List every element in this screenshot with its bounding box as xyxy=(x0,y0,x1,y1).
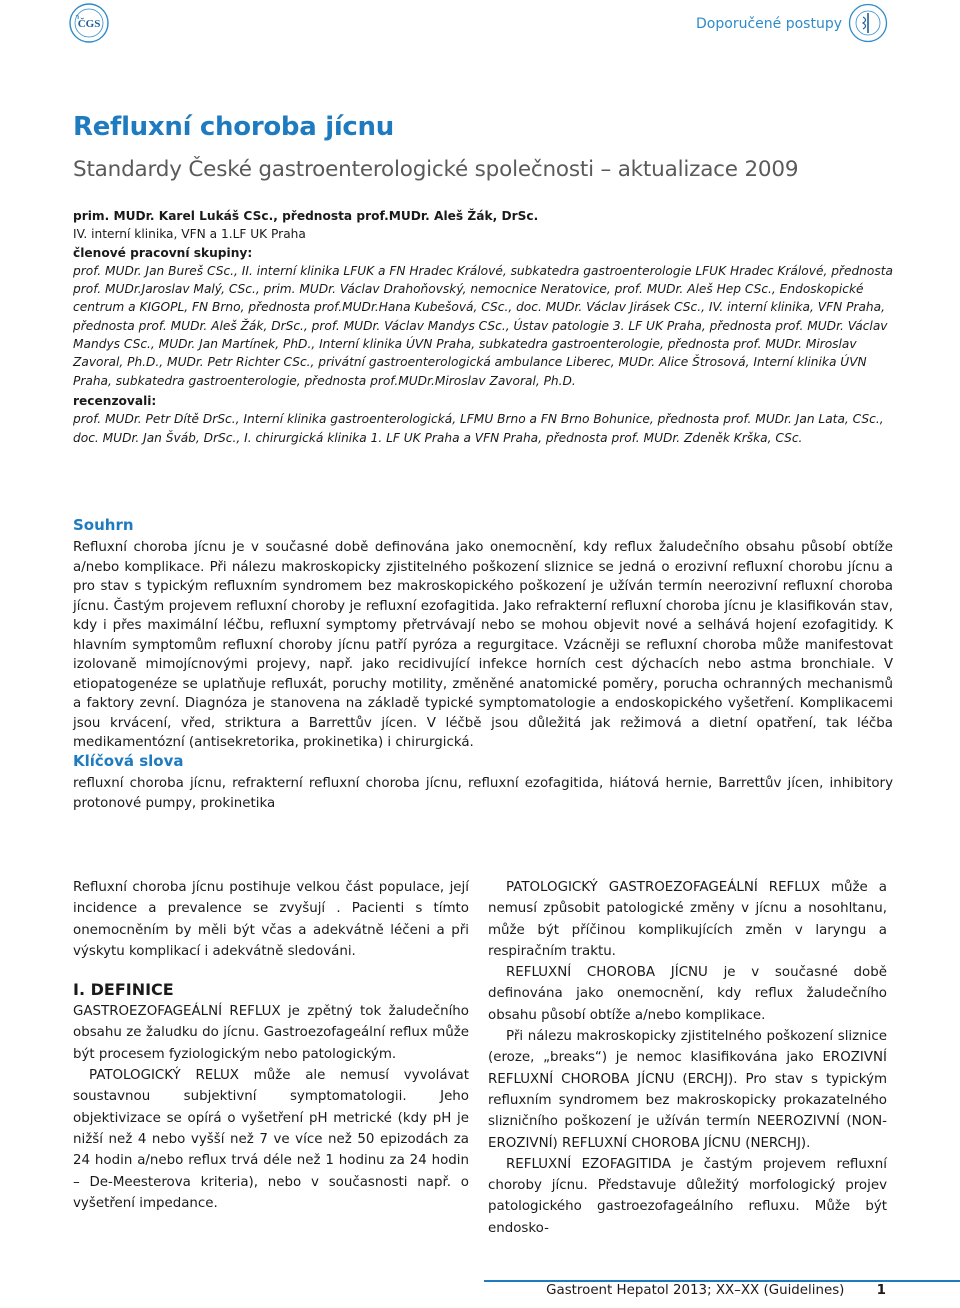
body-right-column xyxy=(488,877,887,1239)
reviewers-text: prof. MUDr. Petr Dítě DrSc., Interní klinika gastroenterologická, LFMU Brno a FN Brno Bohunice, přednosta prof. MUDr. Jan Lata, CSc., doc. MUDr. Jan Šváb, DrSc., I. chirurgická klinika 1. LF UK Praha a VFN Praha, přednosta prof. MUDr. Zdeněk Krška, CSc. xyxy=(73,412,884,445)
definition-heading: I. DEFINICE xyxy=(73,980,174,1000)
author-block xyxy=(73,207,893,447)
reviewers-label: recenzovali: xyxy=(73,393,157,408)
right-paragraph-4: REFLUXNÍ EZOFAGITIDA je častým projevem refluxní choroby jícnu. Představuje důležitý morfologický projev patologického gastroezofageálního refluxu. Může být endosko- xyxy=(488,1156,887,1236)
footer-citation: Gastroent Hepatol 2013; XX–XX (Guidelines) xyxy=(546,1283,845,1298)
right-paragraph-2: REFLUXNÍ CHOROBA JÍCNU je v současné době definována jako onemocnění, kdy reflux žaludečního obsahu působí obtíže a/nebo komplikace. xyxy=(488,965,887,1023)
keywords-section xyxy=(73,752,893,813)
abstract-heading: Souhrn xyxy=(73,516,134,534)
authors: prim. MUDr. Karel Lukáš CSc., přednosta prof.MUDr. Aleš Žák, DrSc. xyxy=(73,209,539,223)
abstract-section xyxy=(73,516,893,753)
affiliation: IV. interní klinika, VFN a 1.LF UK Praha xyxy=(73,227,306,242)
article-subtitle: Standardy České gastroenterologické společnosti – aktualizace 2009 xyxy=(73,157,799,182)
svg-text:ČGS: ČGS xyxy=(77,18,101,30)
abstract-text: Refluxní choroba jícnu je v současné době definována jako onemocnění, kdy reflux žaludečního obsahu působí obtíže a/nebo komplikace. Při nálezu makroskopicky zjistitelného poškození sliznice se jedná o erozivní refluxní chorobu jícnu a pro stav s typickým refluxním syndromem bez makroskopického poškození je užíván termín neerozivní refluxní choroba jícnu. Častým projevem refluxní choroby je refluxní ezofagitida. Jako refrakterní refluxní choroba jícnu je klasifikován stav, kdy i přes maximální léčbu, refluxní symptomy přetrvávají nebo se mohou objevit nové a selhává hojení ezofagitidy. K hlavním symptomům refluxní choroby jícnu patří pyróza a regurgitace. Vzácněji se refluxní choroba může manifestovat izolovaně mimojícnovými projevy, např. jako recidivující infekce horních cest dýchacích nebo astma bronchiale. V etiopatogenéze se uplatňuje refluxát, poruchy motility, změněné anatomické poměry, porucha ochranných mechanismů a faktory zevní. Diagnóza je stanovena na základě typické symptomatologie a endoskopického vyšetření. Komplikacemi jsou krvácení, vřed, striktura a Barrettův jícen. V léčbě jsou důležitá jak režimová a dietní opatření, tak léčba medikamentózní (antisekretorika, prokinetika) i chirurgická. xyxy=(73,540,893,750)
definition-paragraph-2: PATOLOGICKÝ RELUX může ale nemusí vyvolávat soustavnou subjektivní symptomatologii. Jeho objektivizace se opírá o vyšetření pH metrické (kdy pH je nižší než 4 nebo vyšší než 7 ve více než 50 epizodách za 24 hodin a/nebo reflux trvá déle než 1 hodinu za 24 hodin – De-Meesterova kriteria), nebo v současnosti např. o vyšetření impedance. xyxy=(73,1068,469,1211)
keywords-text: refluxní choroba jícnu, refrakterní refluxní choroba jícnu, refluxní ezofagitida, hiátová hernie, Barrettův jícen, inhibitory protonové pumpy, prokinetika xyxy=(73,776,893,811)
intro-paragraph: Refluxní choroba jícnu postihuje velkou část populace, její incidence a prevalence se zvyšují . Pacienti s tímto onemocněním by měli být včas a adekvátně léčeni a při výskytu komplikací i adekvátně sledováni. xyxy=(73,880,469,959)
members-label: členové pracovní skupiny: xyxy=(73,245,253,260)
cgs-logo-icon xyxy=(68,2,110,44)
body-left-column xyxy=(73,877,469,1214)
members-text: prof. MUDr. Jan Bureš CSc., II. interní klinika LFUK a FN Hradec Králové, subkatedra gastroenterologie LFUK Hradec Králové, přednosta prof. MUDr.Jaroslav Malý, CSc., prim. MUDr. Václav Drahoňovský, nemocnice Neratovice, prof. MUDr. Aleš Hep CSc., Endoskopické centrum a KIGOPL, FN Brno, přednosta prof.MUDr.Hana Kubešová, CSc., doc. MUDr. Václav Jirásek CSc., IV. interní klinika, VFN Praha, přednosta prof. MUDr. Aleš Žák, DrSc., prof. MUDr. Václav Mandys CSc., Ústav patologie 3. LF UK Praha, přednosta prof. MUDr. Václav Mandys CSc., MUDr. Jan Martínek, PhD., Interní klinika ÚVN Praha, subkatedra gastroenterologie, přednosta prof. MUDr. Miroslav Zavoral, Ph.D., MUDr. Petr Richter CSc., privátní gastroenterologická ambulance Liberec, MUDr. Alice Štrosová, Interní klinika ÚVN Praha, subkatedra gastroenterologie, přednosta prof.MUDr.Miroslav Zavoral, Ph.D. xyxy=(73,263,893,388)
footer-rule xyxy=(484,1280,960,1282)
right-paragraph-3: Při nálezu makroskopicky zjistitelného poškození sliznice (eroze, „breaks“) je nemoc klasifikována jako EROZIVNÍ REFLUXNÍ CHOROBA JÍCNU (ERCHJ). Pro stav s typickým refluxním syndromem bez makroskopicky prokazatelného slizničního poškození je užíván termín NEEROZIVNÍ (NON-EROZIVNÍ) REFLUXNÍ CHOROBA JÍCNU (NERCHJ). xyxy=(488,1029,887,1151)
definition-paragraph-1: GASTROEZOFAGEÁLNÍ REFLUX je zpětný tok žaludečního obsahu ze žaludku do jícnu. Gastroezofageální reflux může být procesem fyziologickým nebo patologickým. xyxy=(73,1004,469,1062)
cls-jep-logo-icon xyxy=(848,3,888,43)
page-number: 1 xyxy=(876,1283,886,1298)
right-paragraph-1: PATOLOGICKÝ GASTROEZOFAGEÁLNÍ REFLUX může a nemusí způsobit patologické změny v jícnu a nosohltanu, může být příčinou komplikujících změn v laryngu a respiračním traktu. xyxy=(488,880,887,959)
keywords-heading: Klíčová slova xyxy=(73,752,184,770)
article-title: Refluxní choroba jícnu xyxy=(73,112,394,142)
page-header xyxy=(0,0,960,60)
section-label: Doporučené postupy xyxy=(696,16,842,32)
page-footer xyxy=(546,1283,886,1298)
